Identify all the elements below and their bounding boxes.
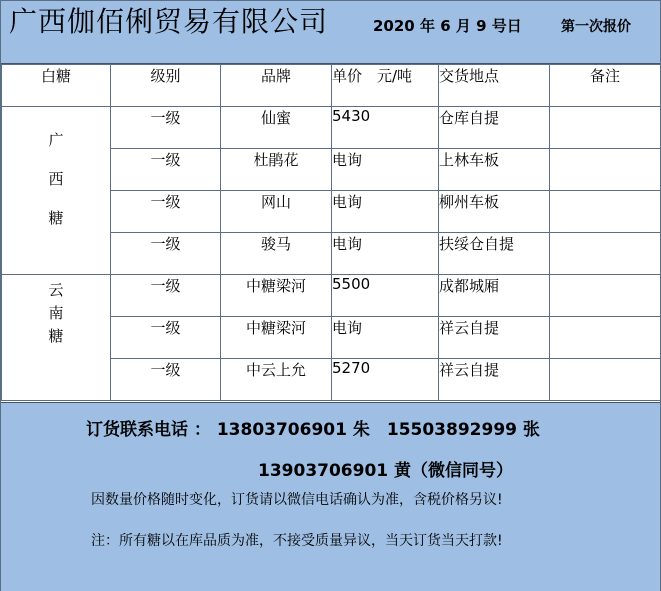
note-cell: [550, 191, 661, 233]
grade-cell: 一级: [111, 233, 221, 275]
price-cell: 电询: [332, 317, 439, 359]
grade-cell: 一级: [111, 275, 221, 317]
note-cell: [550, 233, 661, 275]
price-cell: 5430: [332, 107, 439, 149]
col-header-grade: 级别: [111, 65, 221, 107]
delivery-cell: 祥云自提: [439, 317, 550, 359]
col-header-delivery: 交货地点: [439, 65, 550, 107]
price-cell: 5270: [332, 359, 439, 401]
footer-band: [1, 402, 660, 591]
price-table: [1, 64, 661, 401]
table-header-row: [2, 65, 661, 107]
delivery-cell: 祥云自提: [439, 359, 550, 401]
brand-cell: 网山: [221, 191, 332, 233]
table-row: [2, 107, 661, 149]
price-cell: 电询: [332, 233, 439, 275]
grade-cell: 一级: [111, 317, 221, 359]
col-header-price: 单价 元/吨: [332, 65, 439, 107]
price-notice: 因数量价格随时变化，订货请以微信电话确认为准，含税价格另议!: [91, 492, 503, 508]
price-cell: 电询: [332, 149, 439, 191]
delivery-cell: 柳州车板: [439, 191, 550, 233]
delivery-cell: 上林车板: [439, 149, 550, 191]
note-cell: [550, 107, 661, 149]
note-cell: [550, 275, 661, 317]
note-cell: [550, 317, 661, 359]
quote-date: 2020 年 6 月 9 号日: [373, 17, 522, 35]
region-cell: [2, 107, 111, 275]
brand-cell: 中云上允: [221, 359, 332, 401]
quality-notice: 注：所有糖以在库品质为准，不接受质量异议，当天订货当天打款!: [91, 533, 503, 549]
brand-cell: 中糖梁河: [221, 317, 332, 359]
region-char: 云: [48, 281, 64, 299]
delivery-cell: 仓库自提: [439, 107, 550, 149]
note-cell: [550, 149, 661, 191]
company-name: 广西伽佰俐贸易有限公司: [9, 5, 329, 38]
quote-label: 第一次报价: [561, 19, 631, 35]
delivery-cell: 扶绥仓自提: [439, 233, 550, 275]
col-header-brand: 品牌: [221, 65, 332, 107]
brand-cell: 中糖梁河: [221, 275, 332, 317]
note-cell: [550, 359, 661, 401]
region-char: 广: [48, 131, 64, 149]
col-header-note: 备注: [550, 65, 661, 107]
region-char: 南: [48, 304, 64, 322]
delivery-cell: 成都城厢: [439, 275, 550, 317]
col-header-sugar: 白糖: [2, 65, 111, 107]
contact-phones: 订货联系电话 ： 13803706901 朱 15503892999 张: [86, 420, 540, 440]
price-cell: 5500: [332, 275, 439, 317]
region-char: 糖: [48, 327, 64, 345]
brand-cell: 骏马: [221, 233, 332, 275]
grade-cell: 一级: [111, 191, 221, 233]
table-row: [2, 275, 661, 317]
brand-cell: 仙蜜: [221, 107, 332, 149]
grade-cell: 一级: [111, 107, 221, 149]
region-cell: [2, 275, 111, 401]
price-cell: 电询: [332, 191, 439, 233]
grade-cell: 一级: [111, 149, 221, 191]
grade-cell: 一级: [111, 359, 221, 401]
contact-phone-wechat: 13903706901 黄（微信同号）: [258, 461, 514, 481]
brand-cell: 杜鹃花: [221, 149, 332, 191]
region-char: 西: [48, 170, 64, 188]
header-band: [1, 1, 660, 64]
region-char: 糖: [48, 209, 64, 227]
